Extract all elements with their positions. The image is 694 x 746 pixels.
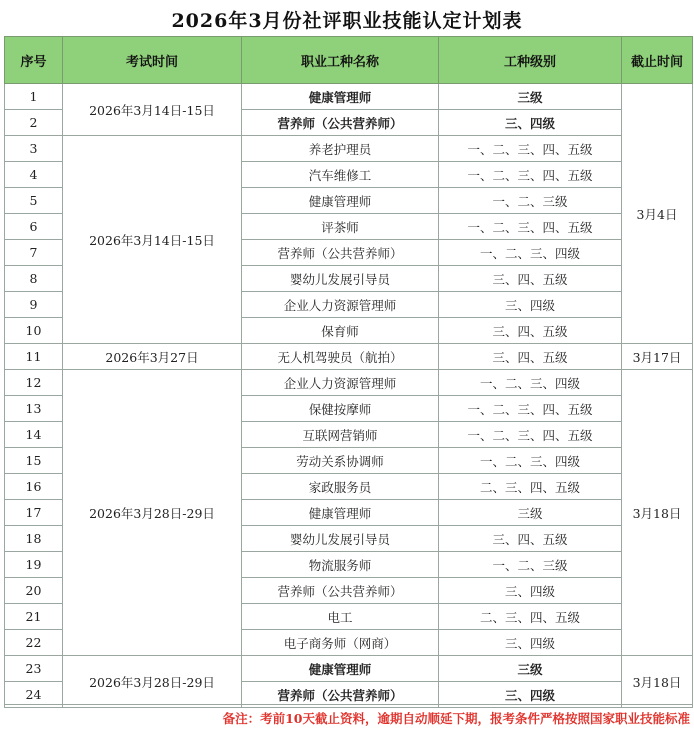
header-serial: 序号 bbox=[5, 37, 63, 84]
job-level-cell: 一、二、三、四、五级 bbox=[439, 136, 622, 162]
remark-note: 备注：考前10天截止资料，逾期自动顺延下期，报考条件严格按照国家职业技能标准 bbox=[222, 711, 690, 726]
job-name-cell: 物流服务师 bbox=[242, 552, 439, 578]
job-level-cell: 三、四、五级 bbox=[439, 344, 622, 370]
job-level-cell: 三级 bbox=[439, 84, 622, 110]
page-title: 2026年3月份社评职业技能认定计划表 bbox=[171, 10, 523, 32]
serial-cell: 17 bbox=[5, 500, 63, 526]
exam-time-cell: 2026年3月14日-15日 bbox=[63, 84, 242, 136]
job-name-cell: 健康管理师 bbox=[242, 188, 439, 214]
job-level-cell: 三、四级 bbox=[439, 630, 622, 656]
job-level-cell: 三、四、五级 bbox=[439, 318, 622, 344]
footer-divider bbox=[4, 704, 692, 705]
job-level-cell: 一、二、三、四级 bbox=[439, 240, 622, 266]
job-name-cell: 保健按摩师 bbox=[242, 396, 439, 422]
table-row bbox=[5, 136, 693, 162]
job-name-cell: 健康管理师 bbox=[242, 500, 439, 526]
job-level-cell: 一、二、三级 bbox=[439, 552, 622, 578]
serial-cell: 24 bbox=[5, 682, 63, 708]
job-name-cell: 无人机驾驶员（航拍） bbox=[242, 344, 439, 370]
job-name-cell: 企业人力资源管理师 bbox=[242, 370, 439, 396]
job-name-cell: 营养师（公共营养师） bbox=[242, 682, 439, 708]
job-name-cell: 劳动关系协调师 bbox=[242, 448, 439, 474]
deadline-cell: 3月17日 bbox=[622, 344, 693, 370]
header-exam-time: 考试时间 bbox=[63, 37, 242, 84]
job-name-cell: 健康管理师 bbox=[242, 84, 439, 110]
job-level-cell: 一、二、三、四、五级 bbox=[439, 214, 622, 240]
job-level-cell: 三、四、五级 bbox=[439, 266, 622, 292]
serial-cell: 13 bbox=[5, 396, 63, 422]
serial-cell: 10 bbox=[5, 318, 63, 344]
deadline-cell: 3月4日 bbox=[622, 84, 693, 344]
job-name-cell: 营养师（公共营养师） bbox=[242, 110, 439, 136]
header-job-level: 工种级别 bbox=[439, 37, 622, 84]
job-name-cell: 婴幼儿发展引导员 bbox=[242, 526, 439, 552]
job-level-cell: 二、三、四、五级 bbox=[439, 604, 622, 630]
serial-cell: 23 bbox=[5, 656, 63, 682]
job-level-cell: 三级 bbox=[439, 500, 622, 526]
table-row bbox=[5, 344, 693, 370]
job-name-cell: 企业人力资源管理师 bbox=[242, 292, 439, 318]
job-name-cell: 互联网营销师 bbox=[242, 422, 439, 448]
deadline-cell: 3月18日 bbox=[622, 370, 693, 656]
exam-time-cell: 2026年3月14日-15日 bbox=[63, 136, 242, 344]
job-level-cell: 三、四级 bbox=[439, 110, 622, 136]
plan-table bbox=[4, 36, 693, 708]
job-name-cell: 养老护理员 bbox=[242, 136, 439, 162]
job-level-cell: 一、二、三、四级 bbox=[439, 370, 622, 396]
job-name-cell: 营养师（公共营养师） bbox=[242, 240, 439, 266]
job-level-cell: 一、二、三、四级 bbox=[439, 448, 622, 474]
serial-cell: 9 bbox=[5, 292, 63, 318]
job-name-cell: 汽车维修工 bbox=[242, 162, 439, 188]
job-level-cell: 三、四级 bbox=[439, 682, 622, 708]
job-name-cell: 电子商务师（网商） bbox=[242, 630, 439, 656]
serial-cell: 20 bbox=[5, 578, 63, 604]
exam-time-cell: 2026年3月27日 bbox=[63, 344, 242, 370]
job-name-cell: 健康管理师 bbox=[242, 656, 439, 682]
serial-cell: 21 bbox=[5, 604, 63, 630]
job-level-cell: 二、三、四、五级 bbox=[439, 474, 622, 500]
job-level-cell: 一、二、三、四、五级 bbox=[439, 422, 622, 448]
exam-time-cell: 2026年3月28日-29日 bbox=[63, 370, 242, 656]
serial-cell: 15 bbox=[5, 448, 63, 474]
table-header-row bbox=[5, 37, 693, 84]
table-row bbox=[5, 84, 693, 110]
job-level-cell: 一、二、三级 bbox=[439, 188, 622, 214]
job-name-cell: 营养师（公共营养师） bbox=[242, 578, 439, 604]
job-name-cell: 保育师 bbox=[242, 318, 439, 344]
job-name-cell: 电工 bbox=[242, 604, 439, 630]
serial-cell: 12 bbox=[5, 370, 63, 396]
job-name-cell: 评茶师 bbox=[242, 214, 439, 240]
serial-cell: 8 bbox=[5, 266, 63, 292]
serial-cell: 7 bbox=[5, 240, 63, 266]
serial-cell: 22 bbox=[5, 630, 63, 656]
serial-cell: 16 bbox=[5, 474, 63, 500]
table-row bbox=[5, 656, 693, 682]
serial-cell: 18 bbox=[5, 526, 63, 552]
serial-cell: 19 bbox=[5, 552, 63, 578]
serial-cell: 6 bbox=[5, 214, 63, 240]
header-job-name: 职业工种名称 bbox=[242, 37, 439, 84]
job-level-cell: 一、二、三、四、五级 bbox=[439, 162, 622, 188]
header-deadline: 截止时间 bbox=[622, 37, 693, 84]
serial-cell: 4 bbox=[5, 162, 63, 188]
serial-cell: 1 bbox=[5, 84, 63, 110]
exam-time-cell: 2026年3月28日-29日 bbox=[63, 656, 242, 708]
serial-cell: 2 bbox=[5, 110, 63, 136]
job-level-cell: 三、四级 bbox=[439, 578, 622, 604]
job-level-cell: 三、四级 bbox=[439, 292, 622, 318]
job-name-cell: 家政服务员 bbox=[242, 474, 439, 500]
job-level-cell: 三级 bbox=[439, 656, 622, 682]
job-level-cell: 三、四、五级 bbox=[439, 526, 622, 552]
job-name-cell: 婴幼儿发展引导员 bbox=[242, 266, 439, 292]
table-row bbox=[5, 370, 693, 396]
job-level-cell: 一、二、三、四、五级 bbox=[439, 396, 622, 422]
serial-cell: 5 bbox=[5, 188, 63, 214]
serial-cell: 11 bbox=[5, 344, 63, 370]
serial-cell: 3 bbox=[5, 136, 63, 162]
serial-cell: 14 bbox=[5, 422, 63, 448]
deadline-cell: 3月18日 bbox=[622, 656, 693, 708]
